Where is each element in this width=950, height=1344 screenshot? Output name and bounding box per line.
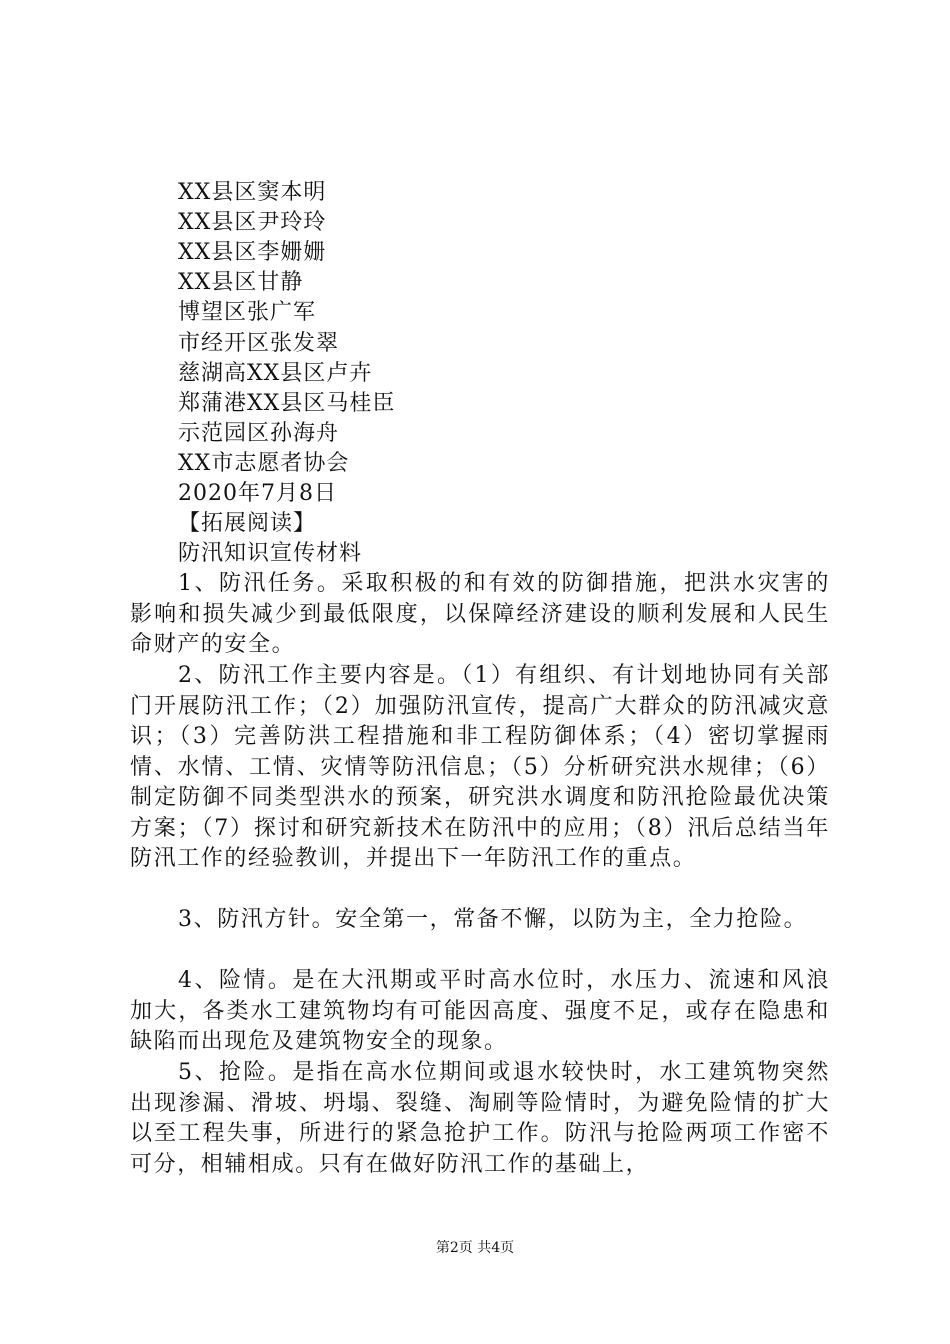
extended-reading-label: 【拓展阅读】 [178, 511, 317, 536]
signature-line: XX县区窦本明 [178, 180, 327, 205]
signature-line: XX市志愿者协会 [178, 451, 350, 476]
page-footer: 第2页 共4页 [435, 1240, 515, 1256]
signature-line: 郑蒲港XX县区马桂臣 [178, 391, 396, 416]
paragraph-1: 1、防汛任务。采取积极的和有效的防御措施，把洪水灾害的影响和损失减少到最低限度，以保障经济建设的顺利发展和人民生命财产的安全。 [130, 571, 830, 657]
signature-line: XX县区尹玲玲 [178, 210, 327, 235]
paragraph-3: 3、防汛方针。安全第一，常备不懈，以防为主，全力抢险。 [178, 907, 808, 932]
signature-line: XX县区李姗姗 [178, 240, 327, 265]
signature-line: XX县区甘静 [178, 270, 304, 295]
material-title: 防汛知识宣传材料 [178, 541, 363, 566]
signature-line: 示范园区孙海舟 [178, 421, 340, 446]
signature-line: 市经开区张发翠 [178, 331, 340, 356]
signature-line: 博望区张广军 [178, 300, 317, 325]
paragraph-2: 2、防汛工作主要内容是。（1）有组织、有计划地协同有关部门开展防汛工作；（2）加强防汛宣传，提高广大群众的防汛减灾意识；（3）完善防洪工程措施和非工程防御体系；（4）密切掌握雨情、水情、工情、灾情等防汛信息；（5）分析研究洪水规律；（6）制定防御不同类型洪水的预案，研究洪水调度和防汛抢险最优决策方案；（7）探讨和研究新技术在防汛中的应用；（8）汛后总结当年防汛工作的经验教训，并提出下一年防汛工作的重点。 [130, 663, 830, 871]
paragraph-4: 4、险情。是在大汛期或平时高水位时，水压力、流速和风浪加大，各类水工建筑物均有可能因高度、强度不足，或存在隐患和缺陷而出现危及建筑物安全的现象。 [130, 968, 830, 1054]
paragraph-5: 5、抢险。是指在高水位期间或退水较快时，水工建筑物突然出现渗漏、滑坡、坍塌、裂缝、淘刷等险情时，为避免险情的扩大以至工程失事，所进行的紧急抢护工作。防汛与抢险两项工作密不可分，相辅相成。只有在做好防汛工作的基础上， [130, 1060, 830, 1177]
signature-line: 慈湖高XX县区卢卉 [178, 361, 373, 386]
document-date: 2020年7月8日 [178, 481, 337, 506]
